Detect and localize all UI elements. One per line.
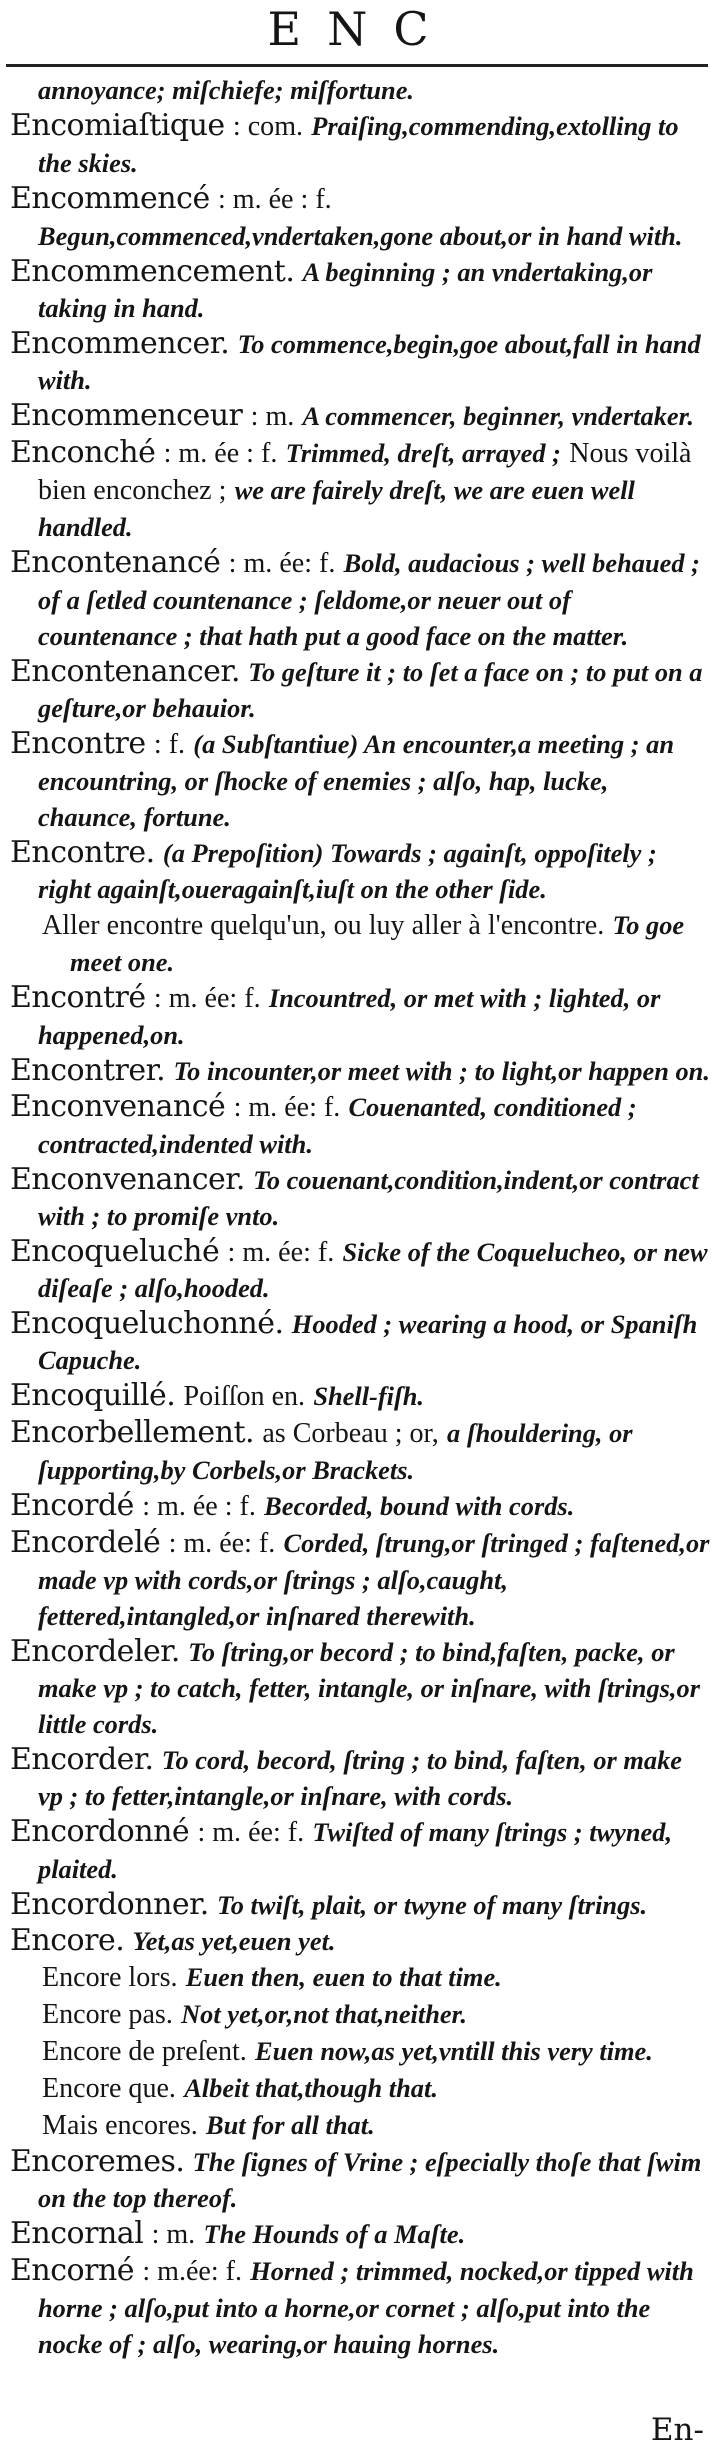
dictionary-entry (10, 1742, 710, 1814)
french-text: as Corbeau ; or, (262, 1418, 439, 1450)
french-text: : m. ée: f. (153, 982, 261, 1014)
headword: Encoremes. (10, 2144, 185, 2180)
dictionary-entry (10, 181, 710, 254)
english-gloss: Horned ; trimmed, nocked,or tipped with horne ; alſo,put into a horne,or cornet ; alſo,put into the nocke of ; alſo, wearing,or hauing hornes. (38, 2256, 694, 2360)
dictionary-entry (10, 1634, 710, 1742)
french-text: Encore de preſent. (42, 2036, 247, 2068)
headword: Encontré (10, 979, 146, 1015)
headword: Encore. (10, 1923, 125, 1959)
french-text: Nous voilà bien enconchez ; (38, 437, 692, 506)
headword: Encornal (10, 2216, 144, 2252)
dictionary-entry (10, 1234, 710, 1307)
dictionary-entry (10, 980, 710, 1053)
dictionary-entry (10, 2253, 710, 2362)
sub-entry (10, 2107, 710, 2144)
english-gloss: Bold, audacious ; well behaued ; of a ſetled countenance ; ſeldome,or neuer out of countenance ; that hath put a good face on the matter. (38, 547, 700, 651)
french-text: : m. (250, 400, 295, 432)
english-gloss: Begun,commenced,vndertaken,gone about,or in hand with. (38, 220, 683, 251)
dictionary-entry (10, 1162, 710, 1234)
french-text: : m. ée : f. (217, 183, 332, 215)
dictionary-entry (10, 108, 710, 181)
french-text: : m. (151, 2219, 196, 2251)
english-gloss: Euen then, euen to that time. (185, 1962, 502, 1993)
dictionary-entry (10, 326, 710, 398)
dictionary-entry (10, 1306, 710, 1378)
dictionary-entry (10, 654, 710, 726)
english-gloss: To commence,begin,goe about,fall in hand with. (38, 328, 701, 395)
headword: Encordonné (10, 1814, 190, 1850)
headword: Encontre. (10, 834, 155, 870)
sub-entry (10, 1996, 710, 2033)
headword: Encommencement. (10, 253, 295, 289)
headword: Encoquillé. (10, 1378, 176, 1414)
french-text: : com. (232, 110, 304, 142)
english-gloss: To incounter,or meet with ; to light,or happen on. (173, 1055, 710, 1086)
english-gloss: annoyance; miſchiefe; miſfortune. (38, 75, 415, 105)
french-text: : m. ée: f. (228, 547, 336, 579)
headword: Encoqueluché (10, 1233, 220, 1269)
french-text: : m. ée: f. (227, 1236, 335, 1268)
headword: Encontrer. (10, 1052, 166, 1088)
english-gloss: (a Prepoſition) Towards ; againſt, oppoſitely ; right againſt,oueragainſt,iuſt on the other ſide. (38, 837, 657, 904)
english-gloss: The Hounds of a Maſte. (203, 2219, 466, 2250)
headword: Encorbellement. (10, 1415, 255, 1451)
headword: Encordeler. (10, 1634, 180, 1670)
sub-entry (10, 2033, 710, 2070)
sub-entry (10, 1959, 710, 1996)
dictionary-entry (10, 398, 710, 435)
english-gloss: Incountred, or met with ; lighted, or happened,on. (38, 982, 661, 1050)
headword: Encontre (10, 725, 146, 761)
english-gloss: Albeit that,though that. (184, 2073, 438, 2104)
english-gloss: Not yet,or,not that,neither. (181, 1999, 468, 2030)
dictionary-body (10, 72, 710, 2362)
dictionary-entry (10, 1923, 710, 1959)
headword: Enconvenancé (10, 1088, 226, 1124)
dictionary-entry (10, 1525, 710, 1634)
english-gloss: A beginning ; an vndertaking,or taking in hand. (38, 256, 653, 323)
english-gloss: we are fairely dreſt, we are euen well handled. (38, 474, 635, 542)
english-gloss: Hooded ; wearing a hood, or Spaniſh Capuche. (38, 1309, 698, 1376)
dictionary-entry (10, 1415, 710, 1488)
english-gloss: Yet,as yet,euen yet. (132, 1926, 336, 1957)
headword: Encorder. (10, 1742, 154, 1778)
english-gloss: Corded, ſtrung,or ſtringed ; faſtened,or made vp with cords,or ſtrings ; alſo,caught, fettered,intangled,or inſnared therewith. (38, 1528, 710, 1632)
english-gloss: To twiſt, plait, or twyne of many ſtrings. (217, 1890, 648, 1921)
dictionary-entry (10, 1378, 710, 1415)
dictionary-entry (10, 2144, 710, 2216)
dictionary-entry (10, 1887, 710, 1923)
english-gloss: Trimmed, dreſt, arrayed ; (285, 437, 561, 468)
french-text: : m. ée: f. (168, 1528, 276, 1560)
french-text: Mais encores. (42, 2110, 198, 2142)
entry-continuation (10, 72, 710, 108)
dictionary-entry (10, 2216, 710, 2253)
headword: Encontenancé (10, 544, 221, 580)
english-gloss: Euen now,as yet,vntill this very time. (255, 2036, 653, 2067)
english-gloss: (a Subſtantiue) An encounter,a meeting ; an encountring, or ſhocke of enemies ; alſo, hap, lucke, chaunce, fortune. (38, 728, 675, 832)
english-gloss: Becorded, bound with cords. (264, 1491, 575, 1522)
headword: Encommencer. (10, 325, 230, 361)
english-gloss: Sicke of the Coquelucheo, or new diſeaſe ; alſo,hooded. (38, 1236, 708, 1304)
french-text: Aller encontre quelqu'un, ou luy aller à l'encontre. (42, 909, 605, 941)
english-gloss: To cord, becord, ſtring ; to bind, faſten, or make vp ; to fetter,intangle,or inſnare, with cords. (38, 1745, 683, 1812)
header-rule (6, 64, 708, 67)
english-gloss: To couenant,condition,indent,or contract with ; to promiſe vnto. (38, 1164, 699, 1231)
dictionary-entry (10, 545, 710, 654)
dictionary-entry (10, 726, 710, 835)
headword: Encordé (10, 1488, 134, 1524)
french-text: Encore lors. (42, 1962, 178, 1994)
english-gloss: Shell-fiſh. (313, 1381, 425, 1412)
dictionary-entry (10, 1814, 710, 1887)
dictionary-entry (10, 1488, 710, 1525)
english-gloss: a ſhouldering, or ſupporting,by Corbels,or Brackets. (38, 1418, 633, 1486)
catchword: En- (650, 2412, 704, 2448)
english-gloss: To ſtring,or becord ; to bind,faſten, packe, or make vp ; to catch, fetter, intangle, or inſnare, with ſtrings,or little cords. (38, 1637, 700, 1740)
french-text: : f. (153, 728, 186, 760)
headword: Enconché (10, 434, 156, 470)
headword: Encommenceur (10, 397, 243, 433)
headword: Enconvenancer. (10, 1161, 245, 1197)
dictionary-entry (10, 254, 710, 326)
french-text: Encore pas. (42, 1999, 173, 2031)
headword: Encontenancer. (10, 653, 241, 689)
headword: Encomiaſtique (10, 107, 225, 143)
english-gloss: To goe meet one. (70, 909, 685, 977)
french-text: : m. ée: f. (233, 1091, 341, 1123)
sub-entry (10, 2070, 710, 2107)
sub-entry (10, 907, 710, 980)
headword: Encordelé (10, 1525, 161, 1561)
dictionary-entry (10, 1089, 710, 1162)
french-text: : m.ée: f. (142, 2256, 243, 2288)
french-text: : m. ée : f. (142, 1491, 256, 1523)
french-text: Poiſſon en. (183, 1381, 306, 1413)
headword: Encoqueluchonné. (10, 1306, 284, 1342)
headword: Encorné (10, 2253, 135, 2289)
french-text: : m. ée : f. (163, 437, 278, 469)
running-header: ENC (267, 2, 455, 56)
french-text: : m. ée: f. (197, 1817, 305, 1849)
headword: Encommencé (10, 180, 210, 216)
dictionary-entry (10, 835, 710, 907)
dictionary-entry (10, 1053, 710, 1089)
english-gloss: To geſture it ; to ſet a face on ; to put on a geſture,or behauior. (38, 656, 703, 723)
dictionary-entry (10, 435, 710, 545)
english-gloss: Couenanted, conditioned ; contracted,indented with. (38, 1091, 637, 1159)
english-gloss: A commencer, beginner, vndertaker. (302, 400, 695, 431)
english-gloss: Praiſing,commending,extolling to the skies. (38, 110, 679, 178)
headword: Encordonner. (10, 1887, 209, 1923)
english-gloss: But for all that. (206, 2110, 375, 2141)
french-text: Encore que. (42, 2073, 176, 2105)
english-gloss: Twiſted of many ſtrings ; twyned, plaited. (38, 1817, 673, 1885)
english-gloss: The ſignes of Vrine ; eſpecially thoſe that ſwim on the top thereof. (38, 2147, 702, 2214)
